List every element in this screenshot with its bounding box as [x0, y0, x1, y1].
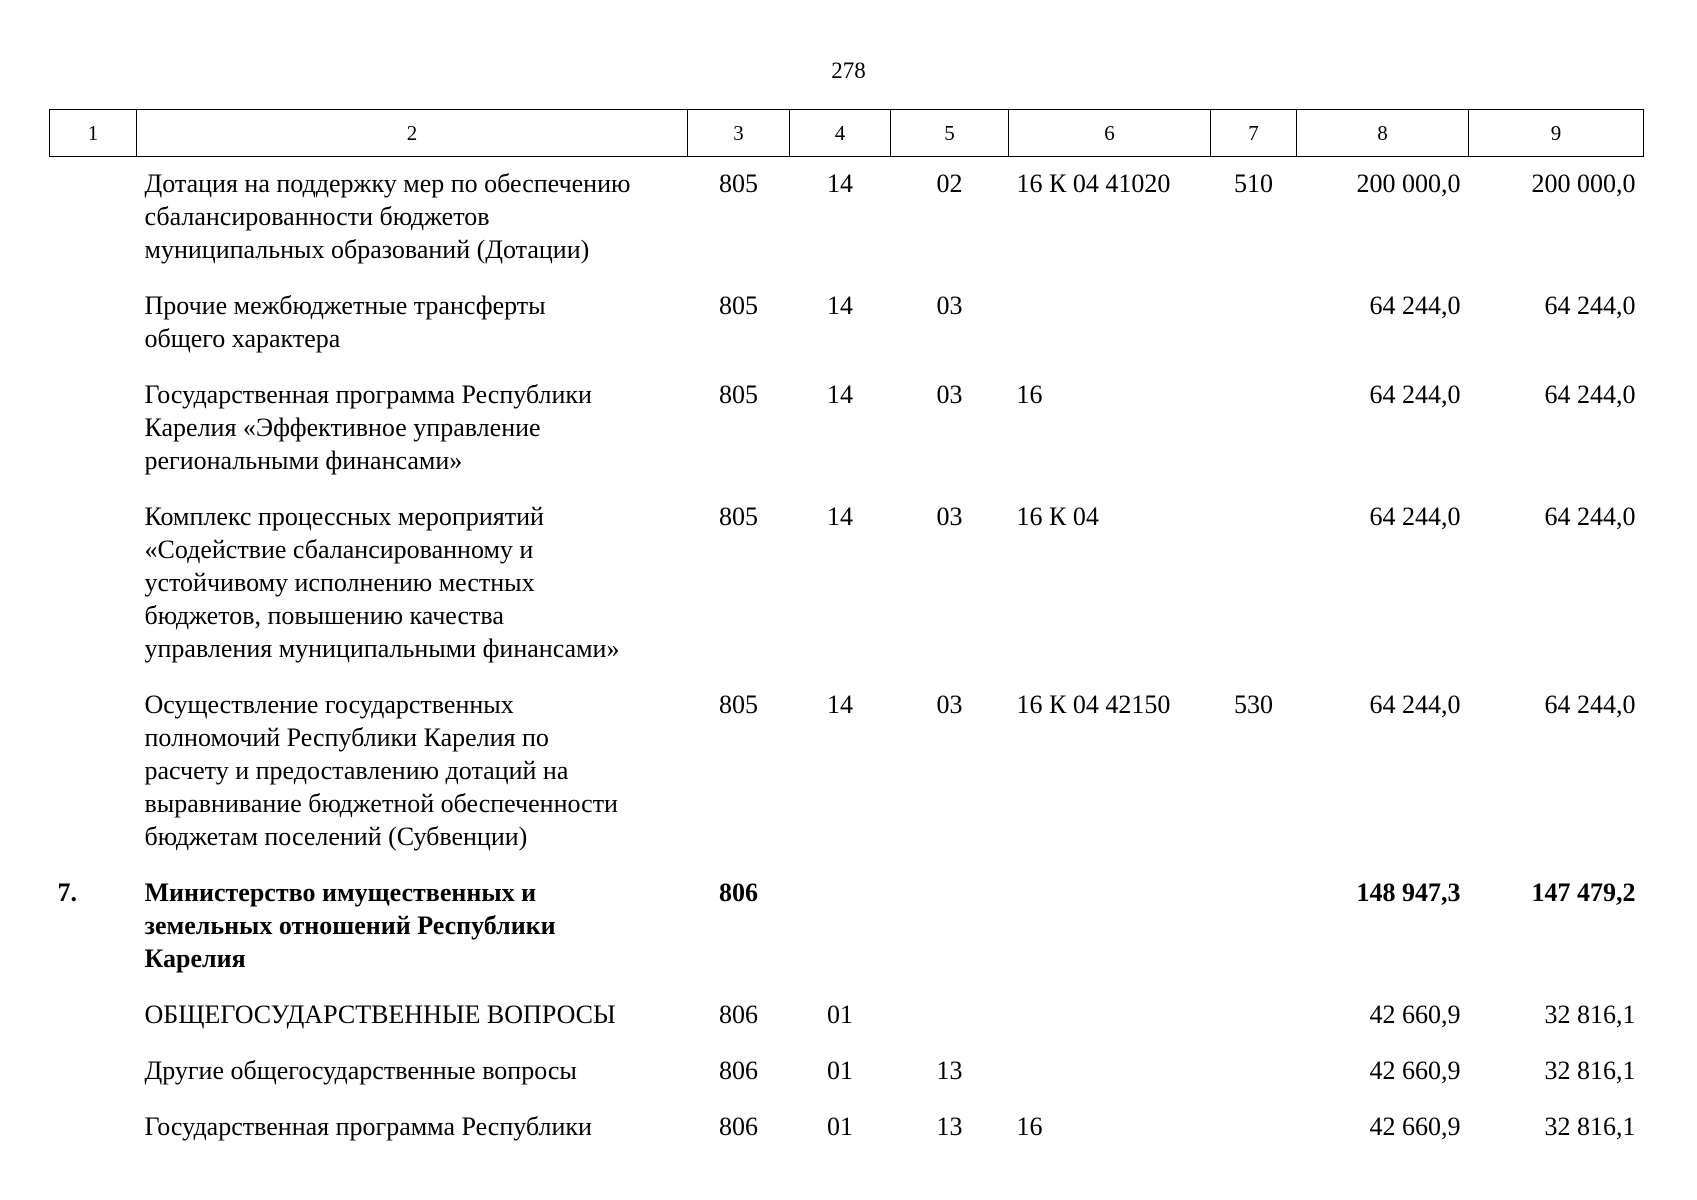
item-name-line: общего характера [144, 324, 341, 353]
column-header-7: 7 [1211, 110, 1297, 157]
subsection-code-cell: 03 [936, 502, 963, 531]
item-name-cell [137, 279, 688, 368]
ministry-code-cell: 805 [719, 690, 758, 719]
amount-year-2-cell: 32 816,1 [1544, 1112, 1636, 1141]
row-number-cell [50, 490, 137, 678]
column-header-3: 3 [688, 110, 790, 157]
row-number-cell [50, 1100, 137, 1156]
ministry-code-cell: 805 [719, 380, 758, 409]
table-row [50, 490, 1644, 678]
item-name-line: Карелия «Эффективное управление [144, 413, 541, 442]
subsection-code-cell: 03 [936, 690, 963, 719]
amount-year-1-cell: 64 244,0 [1369, 502, 1461, 531]
ministry-code-cell: 806 [719, 878, 758, 907]
amount-year-1-cell: 42 660,9 [1369, 1000, 1461, 1029]
item-name-cell [137, 678, 688, 866]
target-article-code-cell: 16 К 04 41020 [1016, 169, 1171, 198]
table-row [50, 368, 1644, 490]
section-code-cell: 14 [827, 169, 853, 198]
amount-year-2-cell: 64 244,0 [1544, 380, 1636, 409]
amount-year-1-cell: 148 947,3 [1356, 878, 1461, 907]
target-article-code-cell: 16 К 04 [1016, 502, 1099, 531]
item-name-cell [137, 1100, 688, 1156]
column-header-6: 6 [1009, 110, 1211, 157]
amount-year-1-cell: 42 660,9 [1369, 1056, 1461, 1085]
amount-year-2-cell: 32 816,1 [1544, 1056, 1636, 1085]
ministry-code-cell: 806 [719, 1000, 758, 1029]
item-name-cell [137, 157, 688, 280]
target-article-code-cell [1009, 866, 1211, 988]
item-name-line: Дотация на поддержку мер по обеспечению [144, 169, 631, 198]
ministry-code-cell: 806 [719, 1056, 758, 1085]
amount-year-1-cell: 64 244,0 [1369, 690, 1461, 719]
item-name-line: выравнивание бюджетной обеспеченности [144, 789, 618, 818]
column-header-5: 5 [891, 110, 1009, 157]
section-code-cell: 14 [827, 380, 853, 409]
row-number-cell [50, 279, 137, 368]
item-name-line: «Содействие сбалансированному и [144, 535, 534, 564]
table-row [50, 157, 1644, 280]
subsection-code-cell [891, 988, 1009, 1044]
column-header-2: 2 [137, 110, 688, 157]
item-name-line: Осуществление государственных [144, 690, 514, 719]
ministry-code-cell: 805 [719, 169, 758, 198]
item-name-line: Карелия [144, 944, 246, 973]
section-code-cell: 01 [827, 1000, 853, 1029]
amount-year-2-cell: 64 244,0 [1544, 690, 1636, 719]
expense-type-code-cell [1211, 1044, 1297, 1100]
target-article-code-cell: 16 [1016, 380, 1043, 409]
amount-year-2-cell: 64 244,0 [1544, 291, 1636, 320]
item-name-cell [137, 988, 688, 1044]
item-name-cell [137, 368, 688, 490]
column-header-4: 4 [790, 110, 891, 157]
item-name-line: сбалансированности бюджетов [144, 202, 490, 231]
subsection-code-cell [891, 866, 1009, 988]
table-row [50, 1044, 1644, 1100]
item-name-line: Другие общегосударственные вопросы [144, 1056, 577, 1085]
expense-type-code-cell: 510 [1234, 169, 1273, 198]
item-name-line: муниципальных образований (Дотации) [144, 235, 590, 264]
column-header-8: 8 [1297, 110, 1469, 157]
amount-year-2-cell: 32 816,1 [1544, 1000, 1636, 1029]
section-code-cell: 14 [827, 690, 853, 719]
amount-year-2-cell: 147 479,2 [1531, 878, 1636, 907]
ministry-code-cell: 805 [719, 291, 758, 320]
item-name-line: региональными финансами» [144, 446, 463, 475]
subsection-code-cell: 03 [936, 380, 963, 409]
amount-year-1-cell: 42 660,9 [1369, 1112, 1461, 1141]
target-article-code-cell: 16 [1016, 1112, 1043, 1141]
row-number-cell [50, 1044, 137, 1100]
table-row [50, 988, 1644, 1044]
item-name-line: устойчивому исполнению местных [144, 568, 535, 597]
item-name-line: ОБЩЕГОСУДАРСТВЕННЫЕ ВОПРОСЫ [144, 1000, 616, 1029]
subsection-code-cell: 02 [936, 169, 963, 198]
section-code-cell: 01 [827, 1112, 853, 1141]
amount-year-1-cell: 64 244,0 [1369, 291, 1461, 320]
item-name-line: Прочие межбюджетные трансферты [144, 291, 546, 320]
expense-type-code-cell [1211, 866, 1297, 988]
row-number-cell [50, 678, 137, 866]
amount-year-2-cell: 200 000,0 [1531, 169, 1636, 198]
item-name-cell [137, 866, 688, 988]
item-name-line: бюджетов, повышению качества [144, 601, 504, 630]
row-number-cell: 7. [57, 878, 77, 907]
item-name-line: полномочий Республики Карелия по [144, 723, 549, 752]
column-number-header-row [50, 110, 1644, 157]
expense-type-code-cell [1211, 988, 1297, 1044]
item-name-cell [137, 1044, 688, 1100]
expense-type-code-cell [1211, 279, 1297, 368]
column-header-9: 9 [1469, 110, 1644, 157]
item-name-line: расчету и предоставлению дотаций на [144, 756, 569, 785]
budget-table [49, 109, 1644, 1156]
item-name-line: земельных отношений Республики [144, 911, 556, 940]
table-row [50, 866, 1644, 988]
section-code-cell [790, 866, 891, 988]
section-code-cell: 14 [827, 502, 853, 531]
ministry-code-cell: 805 [719, 502, 758, 531]
item-name-cell [137, 490, 688, 678]
expense-type-code-cell: 530 [1234, 690, 1273, 719]
table-row [50, 1100, 1644, 1156]
table-body [50, 157, 1644, 1157]
row-number-cell [50, 157, 137, 280]
table-row [50, 279, 1644, 368]
expense-type-code-cell [1211, 1100, 1297, 1156]
row-number-cell [50, 368, 137, 490]
target-article-code-cell: 16 К 04 42150 [1016, 690, 1171, 719]
amount-year-1-cell: 200 000,0 [1356, 169, 1461, 198]
expense-type-code-cell [1211, 368, 1297, 490]
target-article-code-cell [1009, 279, 1211, 368]
amount-year-2-cell: 64 244,0 [1544, 502, 1636, 531]
item-name-line: управления муниципальными финансами» [144, 634, 620, 663]
section-code-cell: 14 [827, 291, 853, 320]
column-header-1: 1 [50, 110, 137, 157]
row-number-cell [50, 988, 137, 1044]
item-name-line: Государственная программа Республики [144, 380, 592, 409]
amount-year-1-cell: 64 244,0 [1369, 380, 1461, 409]
item-name-line: бюджетам поселений (Субвенции) [144, 822, 528, 851]
item-name-line: Государственная программа Республики [144, 1112, 592, 1141]
expense-type-code-cell [1211, 490, 1297, 678]
ministry-code-cell: 806 [719, 1112, 758, 1141]
page-number: 278 [831, 58, 866, 83]
subsection-code-cell: 13 [936, 1112, 963, 1141]
target-article-code-cell [1009, 988, 1211, 1044]
section-code-cell: 01 [827, 1056, 853, 1085]
subsection-code-cell: 03 [936, 291, 963, 320]
target-article-code-cell [1009, 1044, 1211, 1100]
item-name-line: Комплекс процессных мероприятий [144, 502, 544, 531]
item-name-line: Министерство имущественных и [144, 878, 537, 907]
subsection-code-cell: 13 [936, 1056, 963, 1085]
table-row [50, 678, 1644, 866]
